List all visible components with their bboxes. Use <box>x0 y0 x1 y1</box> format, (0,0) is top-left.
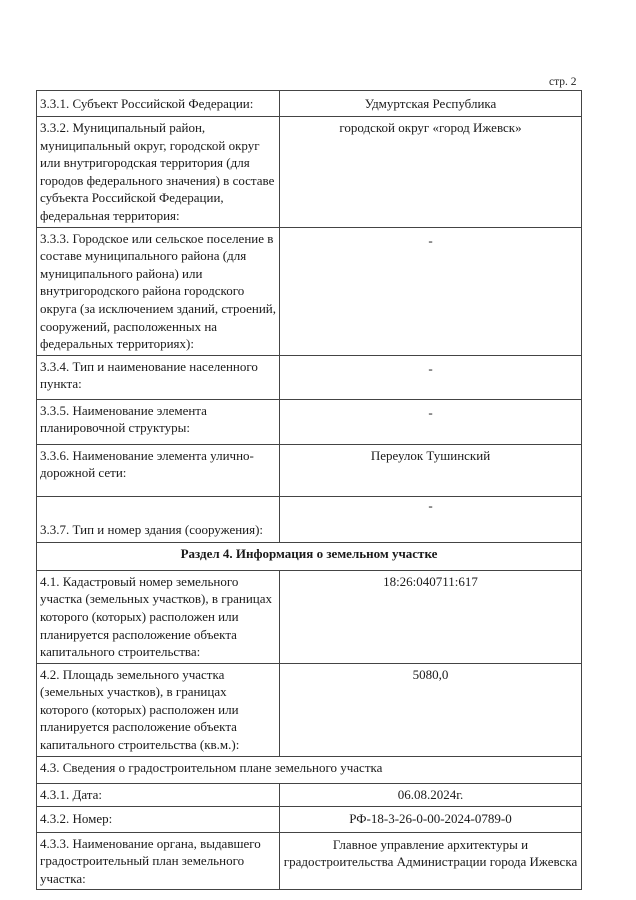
row-label: 3.3.5. Наименование элемента планировочной структуры: <box>37 399 280 444</box>
land-area: 5080,0 <box>280 663 582 756</box>
table-row-3-3-3 <box>37 227 582 355</box>
table-row-4-3-1 <box>37 783 582 806</box>
row-value: Переулок Тушинский <box>280 444 582 496</box>
table-row-3-3-5 <box>37 399 582 444</box>
table-row-3-3-7 <box>37 496 582 542</box>
section-title: Раздел 4. Информация о земельном участке <box>37 542 582 570</box>
issuing-authority <box>280 832 582 890</box>
table-row-3-3-1 <box>37 91 582 117</box>
table-row-4-3-3 <box>37 832 582 890</box>
table-row-3-3-4 <box>37 355 582 399</box>
row-value: - <box>280 496 582 542</box>
row-label: 4.2. Площадь земельного участка (земельных участков), в границах которого (которых) расположен или планируется расположение объекта капитального строительства (кв.м.): <box>37 663 280 756</box>
row-label: 3.3.4. Тип и наименование населенного пункта: <box>37 355 280 399</box>
table-row-3-3-6 <box>37 444 582 496</box>
row-label: 3.3.2. Муниципальный район, муниципальный округ, городской округ или внутригородская территория (для городов федерального значения) в составе субъекта Российской Федерации, федеральная территория: <box>37 117 280 228</box>
table-row-3-3-2 <box>37 117 582 228</box>
cadastral-number: 18:26:040711:617 <box>280 570 582 663</box>
subsection-4-3-row <box>37 756 582 783</box>
table-row-4-1 <box>37 570 582 663</box>
subsection-title: 4.3. Сведения о градостроительном плане земельного участка <box>37 756 582 783</box>
row-label: 4.3.3. Наименование органа, выдавшего градостроительный план земельного участка: <box>37 832 280 890</box>
row-label: 3.3.3. Городское или сельское поселение в составе муниципального района (для муниципального района) или внутригородского района городского округа (за исключением зданий, строений, сооружений, расположенных на федеральных территориях): <box>37 227 280 355</box>
document-table <box>36 90 582 890</box>
row-value: - <box>280 227 582 355</box>
row-label: 4.3.2. Номер: <box>37 806 280 832</box>
issuing-authority-line-1: Главное управление архитектуры и <box>332 836 529 852</box>
page-number: стр. 2 <box>549 76 577 88</box>
table-row-4-2 <box>37 663 582 756</box>
row-label: 4.1. Кадастровый номер земельного участка (земельных участков), в границах которого (которых) расположен или планируется расположение объекта капитального строительства: <box>37 570 280 663</box>
table-row-4-3-2 <box>37 806 582 832</box>
plan-number: РФ-18-3-26-0-00-2024-0789-0 <box>280 806 582 832</box>
row-label: 3.3.7. Тип и номер здания (сооружения): <box>37 496 280 542</box>
row-value: - <box>280 355 582 399</box>
row-label: 4.3.1. Дата: <box>37 783 280 806</box>
row-value: Удмуртская Республика <box>280 91 582 117</box>
row-label: 3.3.6. Наименование элемента улично-дорожной сети: <box>37 444 280 496</box>
plan-date: 06.08.2024г. <box>280 783 582 806</box>
row-value: - <box>280 399 582 444</box>
row-label: 3.3.1. Субъект Российской Федерации: <box>37 91 280 117</box>
row-value: городской округ «город Ижевск» <box>280 117 582 228</box>
section-4-header-row <box>37 542 582 570</box>
issuing-authority-line-2: градостроительства Администрации города Ижевска <box>283 854 578 870</box>
